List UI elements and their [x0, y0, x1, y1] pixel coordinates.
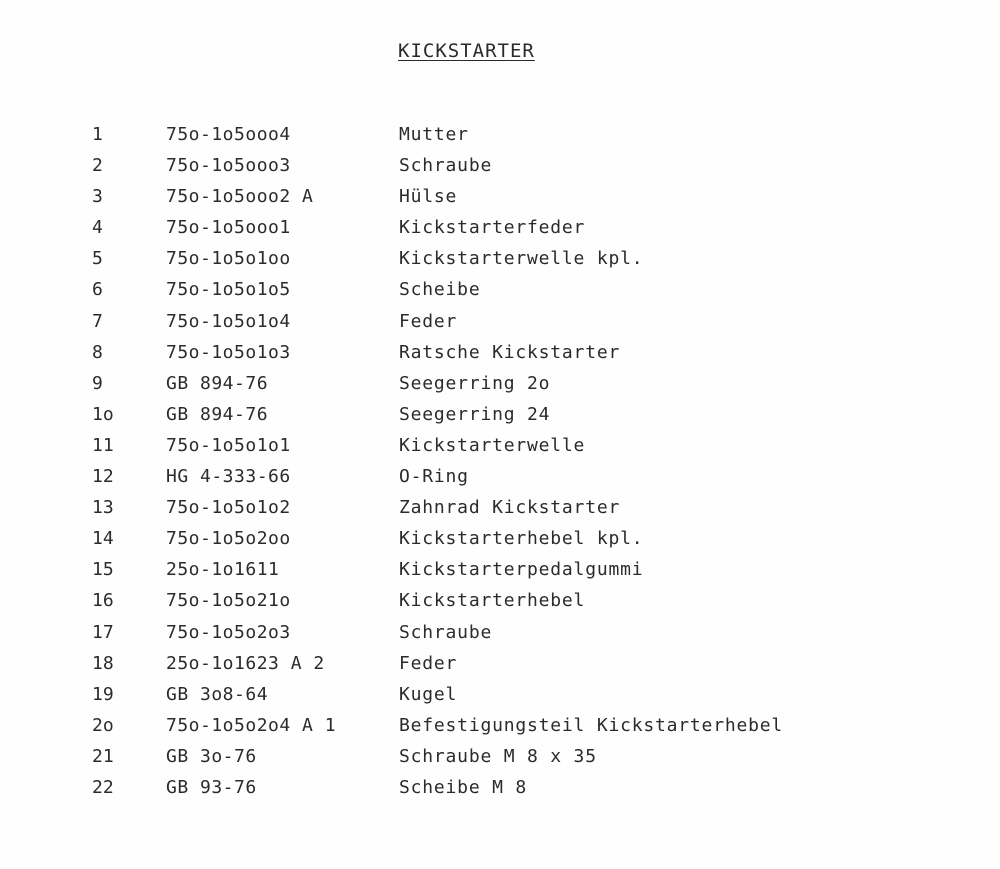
part-description: Befestigungsteil Kickstarterhebel: [399, 714, 784, 736]
page-title: KICKSTARTER: [398, 40, 535, 62]
part-description: Hülse: [399, 186, 458, 208]
part-description: Kickstarterwelle: [399, 434, 586, 456]
item-number: 9: [92, 372, 103, 394]
part-number: 75o-1o5o1o2: [166, 497, 291, 519]
part-description: Seegerring 24: [399, 403, 551, 425]
part-number: 75o-1o5ooo4: [166, 124, 291, 145]
item-number: 5: [92, 248, 103, 270]
list-item: [0, 648, 1000, 679]
list-item: [0, 150, 1000, 181]
part-description: Kugel: [399, 683, 458, 705]
part-description: O-Ring: [399, 466, 469, 488]
item-number: 21: [92, 745, 114, 767]
item-number: 13: [92, 497, 114, 519]
part-description: Schraube M 8 x 35: [399, 745, 597, 767]
part-description: Zahnrad Kickstarter: [399, 497, 621, 519]
list-item: [0, 679, 1000, 710]
item-number: 4: [92, 217, 103, 239]
list-item: [0, 554, 1000, 585]
part-number: 75o-1o5ooo2 A: [166, 186, 314, 208]
item-number: 12: [92, 466, 114, 488]
part-number: 75o-1o5ooo1: [166, 217, 291, 239]
item-number: 7: [92, 310, 103, 332]
list-item: [0, 461, 1000, 492]
item-number: 3: [92, 186, 103, 208]
item-number: 17: [92, 621, 114, 643]
item-number: 1: [92, 124, 103, 145]
part-number: 75o-1o5o1o3: [166, 341, 291, 363]
part-description: Ratsche Kickstarter: [399, 341, 621, 363]
item-number: 15: [92, 559, 114, 581]
part-number: GB 3o-76: [166, 745, 257, 767]
part-number: 75o-1o5o2o4 A 1: [166, 714, 337, 736]
part-description: Scheibe: [399, 279, 481, 301]
part-number: 25o-1o1623 A 2: [166, 652, 325, 674]
part-number: GB 3o8-64: [166, 683, 269, 705]
item-number: 18: [92, 652, 114, 674]
parts-list: [0, 119, 1000, 803]
list-item: [0, 337, 1000, 368]
part-description: Feder: [399, 310, 458, 332]
list-item: [0, 119, 1000, 150]
part-number: 75o-1o5o1o1: [166, 434, 291, 456]
part-number: 25o-1o1611: [166, 559, 280, 581]
part-number: 75o-1o5ooo3: [166, 155, 291, 177]
list-item: [0, 710, 1000, 741]
part-description: Seegerring 2o: [399, 372, 551, 394]
item-number: 11: [92, 434, 114, 456]
part-number: 75o-1o5o2oo: [166, 528, 291, 550]
part-number: 75o-1o5o2o3: [166, 621, 291, 643]
item-number: 6: [92, 279, 103, 301]
part-description: Kickstarterfeder: [399, 217, 586, 239]
part-description: Kickstarterpedalgummi: [399, 559, 644, 581]
list-item: [0, 181, 1000, 212]
item-number: 16: [92, 590, 114, 612]
part-number: 75o-1o5o1oo: [166, 248, 291, 270]
list-item: [0, 741, 1000, 772]
item-number: 8: [92, 341, 103, 363]
part-description: Kickstarterhebel: [399, 590, 586, 612]
list-item: [0, 492, 1000, 523]
list-item: [0, 617, 1000, 648]
part-description: Schraube: [399, 155, 493, 177]
item-number: 2o: [92, 714, 114, 736]
part-number: GB 894-76: [166, 403, 269, 425]
list-item: [0, 368, 1000, 399]
list-item: [0, 274, 1000, 305]
part-number: 75o-1o5o1o4: [166, 310, 291, 332]
list-item: [0, 772, 1000, 803]
list-item: [0, 212, 1000, 243]
part-description: Mutter: [399, 124, 469, 145]
list-item: [0, 430, 1000, 461]
item-number: 19: [92, 683, 114, 705]
part-number: GB 894-76: [166, 372, 269, 394]
list-item: [0, 523, 1000, 554]
list-item: [0, 399, 1000, 430]
part-number: GB 93-76: [166, 776, 257, 798]
item-number: 14: [92, 528, 114, 550]
part-number: 75o-1o5o21o: [166, 590, 291, 612]
part-description: Kickstarterhebel kpl.: [399, 528, 644, 550]
list-item: [0, 243, 1000, 274]
part-number: 75o-1o5o1o5: [166, 279, 291, 301]
part-description: Scheibe M 8: [399, 776, 528, 798]
part-description: Kickstarterwelle kpl.: [399, 248, 644, 270]
part-description: Feder: [399, 652, 458, 674]
part-description: Schraube: [399, 621, 493, 643]
list-item: [0, 306, 1000, 337]
list-item: [0, 585, 1000, 616]
part-number: HG 4-333-66: [166, 466, 291, 488]
item-number: 2: [92, 155, 103, 177]
item-number: 22: [92, 776, 114, 798]
item-number: 1o: [92, 403, 114, 425]
